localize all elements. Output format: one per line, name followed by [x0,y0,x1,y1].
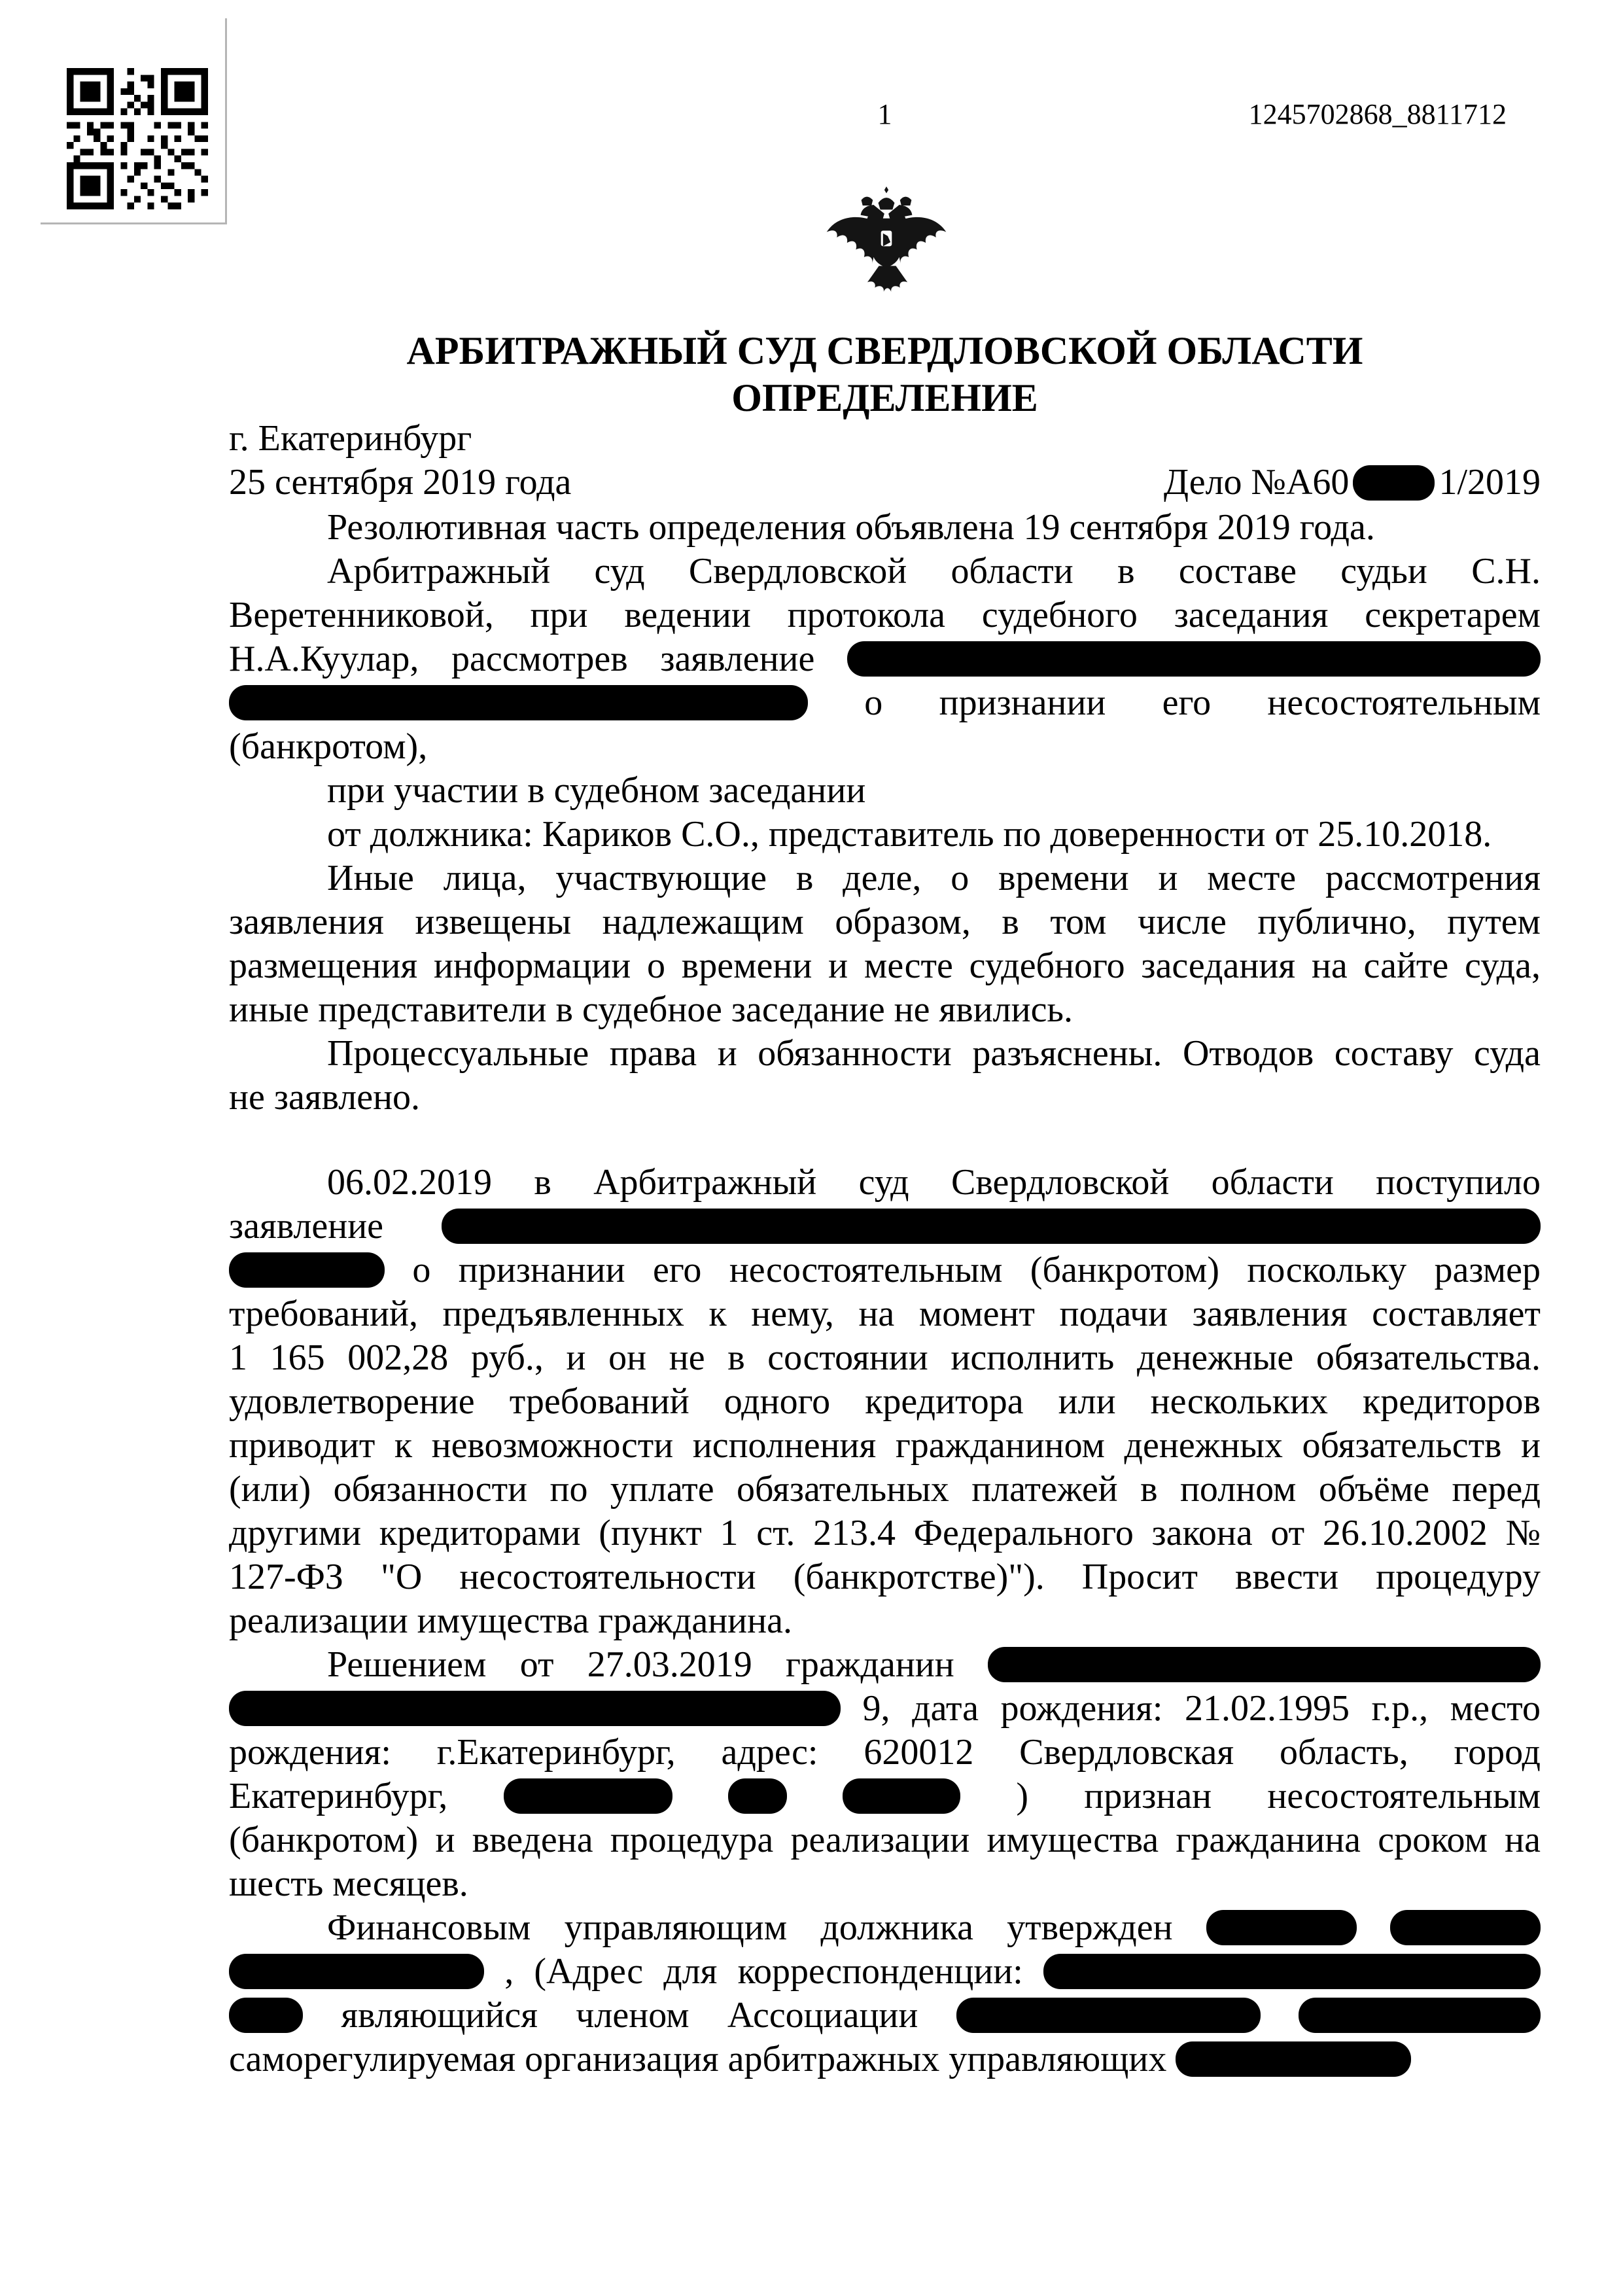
document-type-title: ОПРЕДЕЛЕНИЕ [731,376,1038,419]
page-number: 1 [877,98,892,130]
body-text: Резолютивная часть определения объявлена 19 сентября 2019 года. [327,507,1375,548]
body-line [229,1731,1541,1775]
case-number-prefix: Дело №А60 [1163,462,1350,503]
date-case-line [229,461,1541,504]
body-text: 127-ФЗ "О несостоятельности (банкротстве)"). Просит ввести процедуру [229,1557,1541,1597]
case-number [1164,461,1541,504]
body-text: 06.02.2019 в Арбитражный суд Свердловской области поступило [327,1162,1541,1203]
body-line [229,681,1541,725]
redaction-bar [1206,1910,1357,1945]
body-line [229,2038,1541,2081]
body-text: о признании его несостоятельным [864,682,1541,723]
body-text: (банкротом) и введена процедура реализации имущества гражданина сроком на [229,1820,1541,1860]
qr-code-card [41,18,227,224]
body-text: Веретенниковой, при ведении протокола судебного заседания секретарем [229,595,1541,635]
body-text: приводит к невозможности исполнения гражданином денежных обязательств и [229,1425,1541,1466]
body-text: размещения информации о времени и месте судебного заседания на сайте суда, [229,945,1541,986]
body-line [229,1775,1541,1818]
court-name-title: АРБИТРАЖНЫЙ СУД СВЕРДЛОВСКОЙ ОБЛАСТИ [406,329,1363,372]
body-line [229,506,1541,550]
body-text: шесть месяцев. [229,1863,468,1904]
body-text: Решением от 27.03.2019 гражданин [327,1644,954,1685]
body-text: Н.А.Куулар, рассмотрев заявление [229,639,815,679]
redaction-bar [1390,1910,1541,1945]
body-text: заявления извещены надлежащим образом, в том числе публично, путем [229,902,1541,942]
body-text: при участии в судебном заседании [327,770,866,811]
body-line [229,1076,1541,1120]
body-text: , (Адрес для корреспонденции: [504,1951,1023,1992]
qr-code-icon [67,68,208,209]
body-text: (или) обязанности по уплате обязательных платежей в полном объёме перед [229,1469,1541,1510]
redaction-bar [442,1209,1541,1244]
redaction-bar [1176,2041,1411,2077]
body-text: реализации имущества гражданина. [229,1600,792,1641]
redaction-bar [847,641,1541,677]
redaction-bar [1353,465,1435,501]
redaction-bar [229,1998,303,2033]
body-text: Иные лица, участвующие в деле, о времени и месте рассмотрения [327,858,1541,898]
body-line [229,550,1541,593]
body-text: требований, предъявленных к нему, на момент подачи заявления составляет [229,1294,1541,1334]
body-line [229,813,1541,857]
body-text: от должника: Кариков С.О., представитель по доверенности от 25.10.2018. [327,814,1492,855]
body-lines [229,506,1541,2081]
body-line [229,1687,1541,1731]
document-meta [229,417,1541,504]
body-text: заявление [229,1206,384,1246]
body-line [229,1336,1541,1380]
body-line [229,1643,1541,1687]
redaction-bar [843,1778,960,1814]
body-text: Процессуальные права и обязанности разъяснены. Отводов составу суда [327,1033,1541,1074]
body-line [229,1950,1541,1994]
body-line [229,1161,1541,1205]
body-line [229,1468,1541,1511]
body-text: удовлетворение требований одного кредитора или нескольких кредиторов [229,1381,1541,1422]
redaction-bar [504,1778,672,1814]
body-line [229,725,1541,769]
body-text: (банкротом), [229,726,428,767]
body-text: рождения: г.Екатеринбург, адрес: 620012 Свердловская область, город [229,1732,1541,1773]
redaction-bar [988,1647,1541,1682]
body-line [229,1511,1541,1555]
body-text: Екатеринбург, [229,1776,448,1816]
body-text: 1 165 002,28 руб., и он не в состоянии исполнить денежные обязательства. [229,1337,1541,1378]
redaction-bar [229,1954,484,1989]
document-id: 1245702868_8811712 [1248,98,1507,130]
body-line [229,1906,1541,1950]
body-line [229,1380,1541,1424]
body-text: Финансовым управляющим должника утвержден [327,1907,1173,1948]
redaction-bar [728,1778,787,1814]
body-line [229,900,1541,944]
body-line [229,1555,1541,1599]
redaction-bar [1299,1998,1541,2033]
redaction-bar [1043,1954,1541,1989]
body-text: саморегулируемая организация арбитражных управляющих [229,2039,1167,2079]
body-line [229,1248,1541,1292]
body-text: ) признан несостоятельным [1016,1776,1541,1816]
body-text: 9, дата рождения: 21.02.1995 г.р., место [862,1688,1541,1729]
body-line [229,857,1541,900]
case-number-suffix: 1/2019 [1439,462,1541,503]
body-line [229,593,1541,637]
body-line [229,988,1541,1032]
body-line [229,1205,1541,1248]
body-line [229,1994,1541,2038]
body-text: о признании его несостоятельным (банкротом) поскольку размер [412,1250,1541,1290]
body-text: иные представители в судебное заседание не явились. [229,989,1073,1030]
body-line [229,1818,1541,1862]
redaction-bar [956,1998,1261,2033]
coat-of-arms-icon [818,186,954,294]
redaction-bar [229,1691,841,1726]
body-line [229,637,1541,681]
body-line [229,769,1541,813]
body-text: Арбитражный суд Свердловской области в составе судьи С.Н. [327,551,1541,592]
body-line [229,1032,1541,1076]
body-line [229,1599,1541,1643]
redaction-bar [229,685,808,720]
decision-date: 25 сентября 2019 года [229,462,572,503]
body-line [229,1292,1541,1336]
body-text: другими кредиторами (пункт 1 ст. 213.4 Федерального закона от 26.10.2002 № [229,1513,1541,1553]
paragraph-gap [229,1120,1541,1161]
body-line [229,1424,1541,1468]
body-line [229,1862,1541,1906]
body-line [229,944,1541,988]
body-text: не заявлено. [229,1077,421,1118]
city-line: г. Екатеринбург [229,418,472,459]
body-text: являющийся членом Ассоциации [341,1995,918,2036]
redaction-bar [229,1252,385,1288]
